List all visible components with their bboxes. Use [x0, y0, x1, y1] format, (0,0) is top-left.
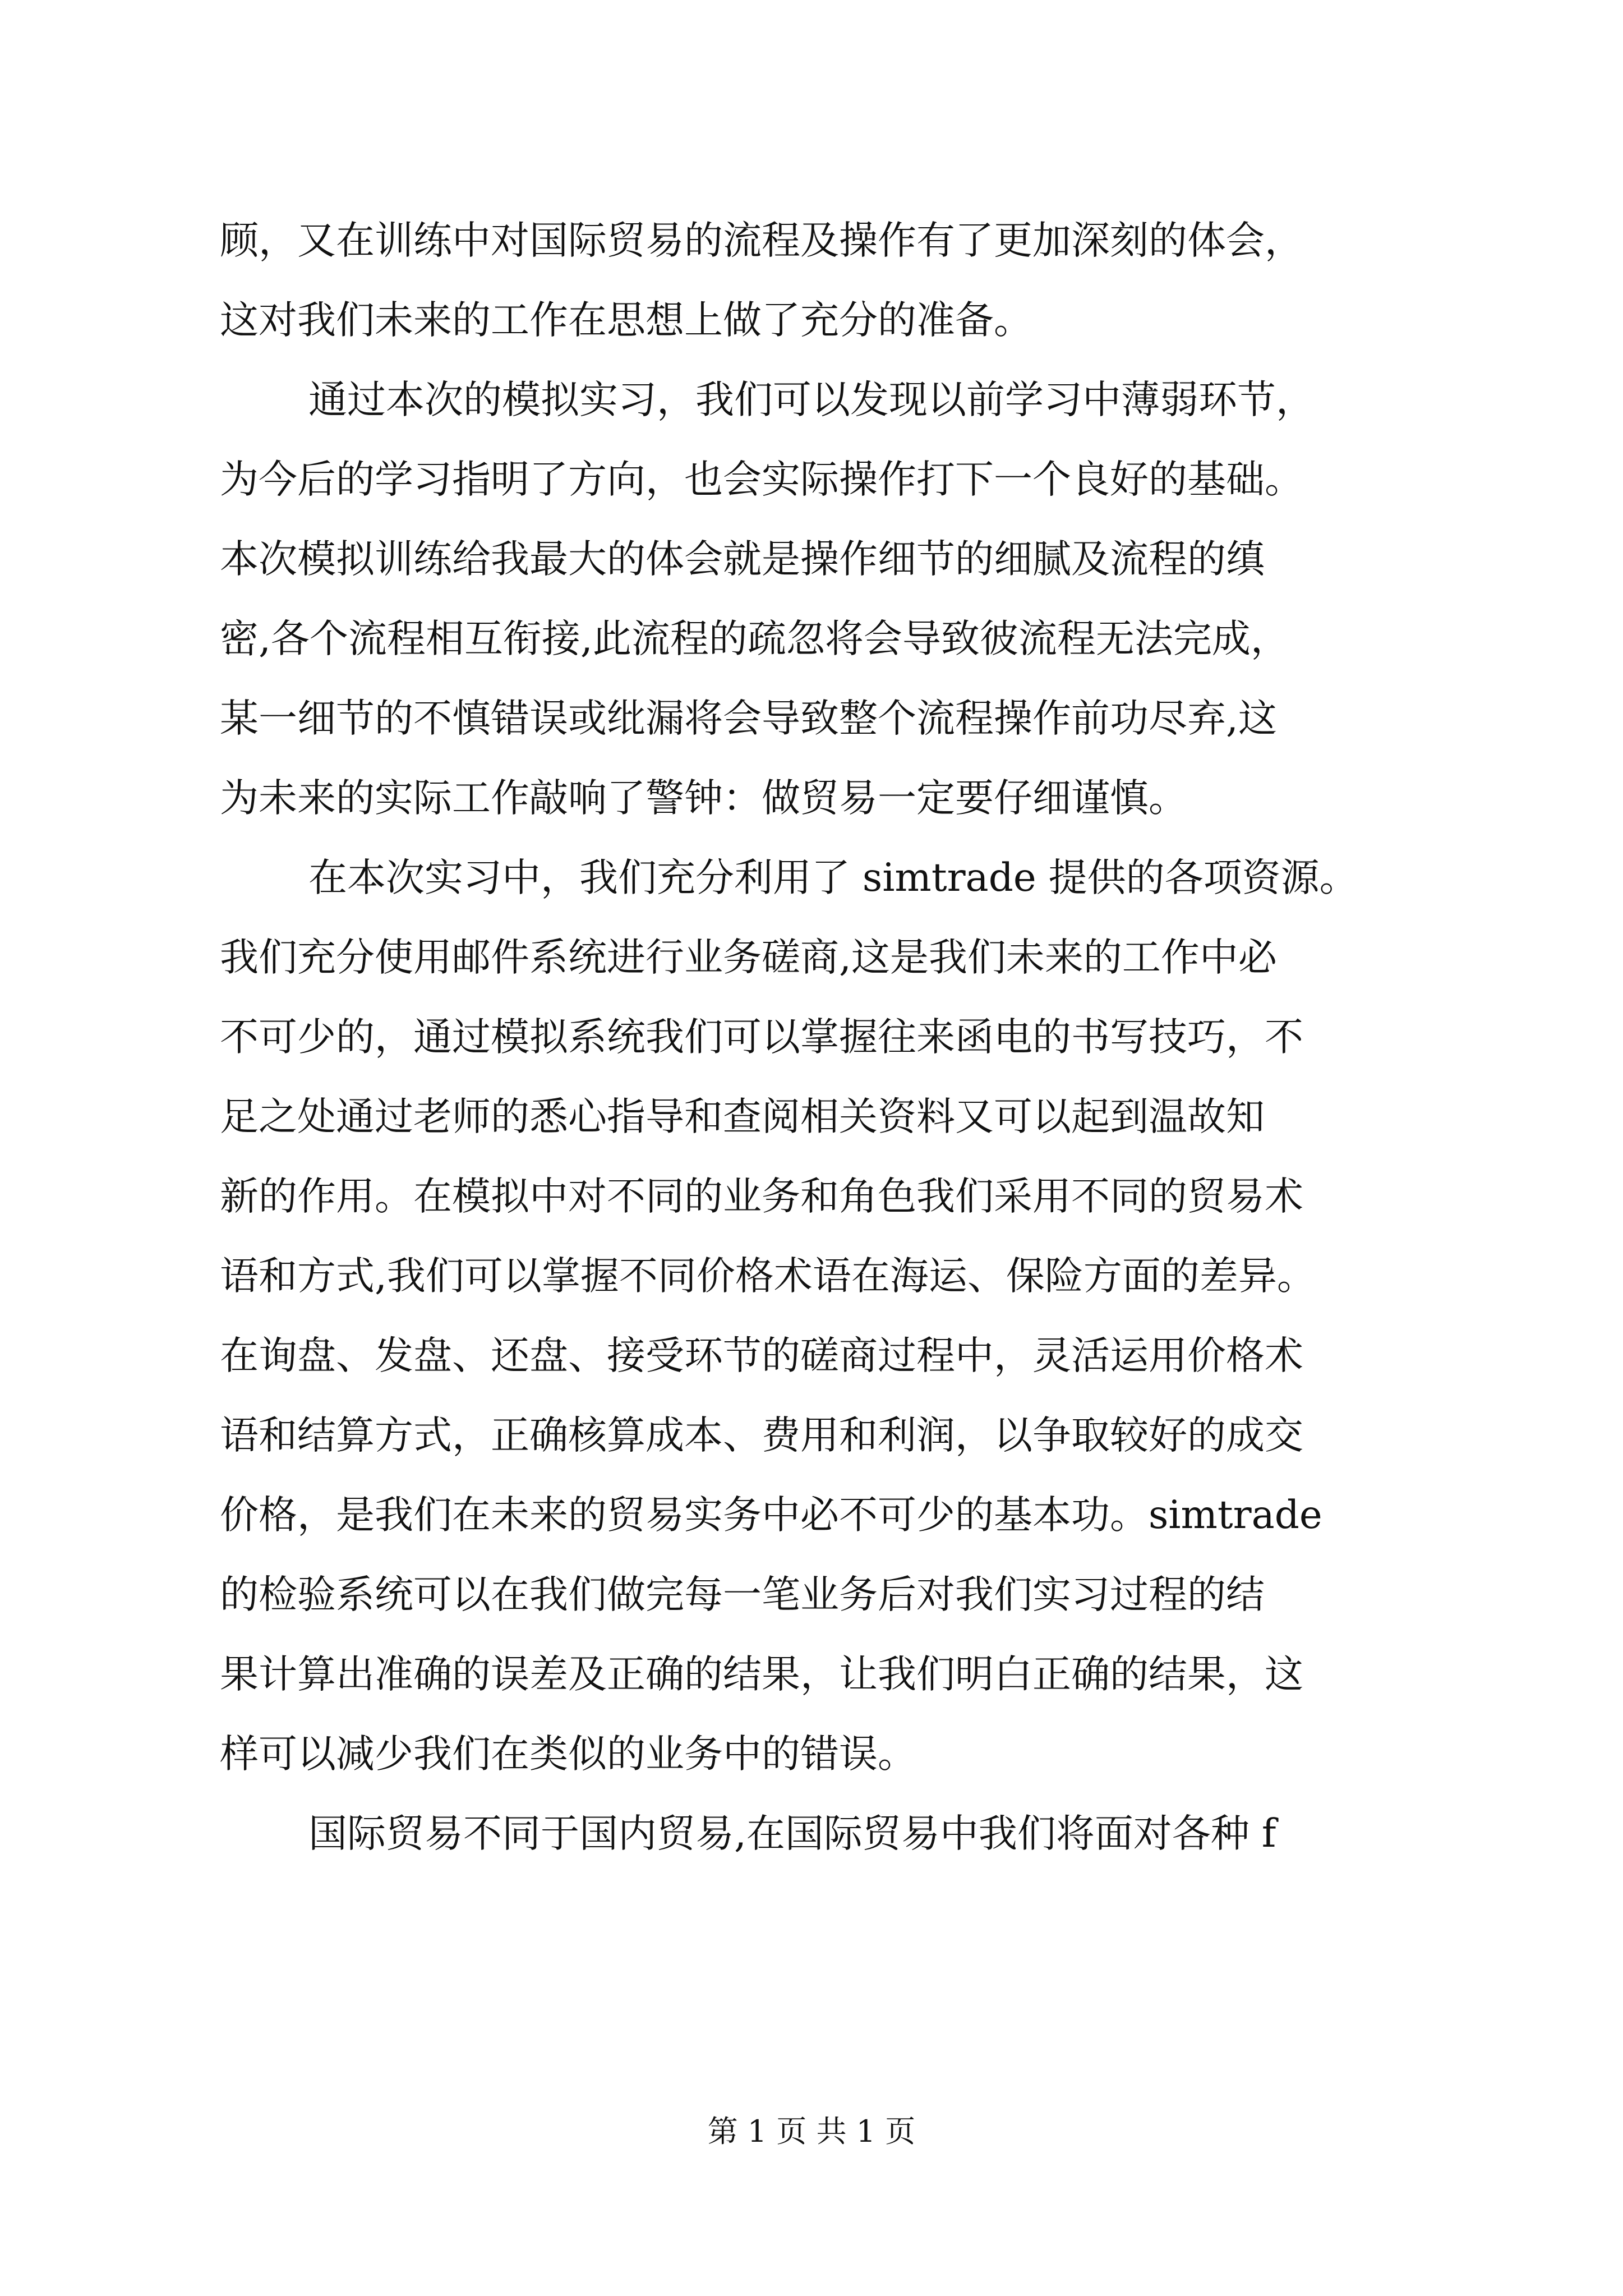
text-line: 新的作用。在模拟中对不同的业务和角色我们采用不同的贸易术 [220, 1174, 1303, 1219]
text-line: 这对我们未来的工作在思想上做了充分的准备。 [220, 298, 1032, 343]
text-line: 为今后的学习指明了方向，也会实际操作打下一个良好的基础。 [220, 457, 1303, 502]
text-line: 样可以减少我们在类似的业务中的错误。 [220, 1732, 916, 1777]
text-line: 的检验系统可以在我们做完每一笔业务后对我们实习过程的结 [220, 1572, 1265, 1617]
text-line: 价格，是我们在未来的贸易实务中必不可少的基本功。simtrade [220, 1493, 1322, 1538]
page-footer: 第 1 页 共 1 页 [707, 2114, 916, 2149]
text-line: 国际贸易不同于国内贸易,在国际贸易中我们将面对各种 f [308, 1811, 1276, 1856]
text-line: 在本次实习中，我们充分利用了 simtrade 提供的各项资源。 [308, 855, 1358, 900]
document-body [220, 201, 1426, 1874]
text-line: 在询盘、发盘、还盘、接受环节的磋商过程中，灵活运用价格术 [220, 1333, 1303, 1378]
text-line: 顾，又在训练中对国际贸易的流程及操作有了更加深刻的体会， [220, 218, 1303, 263]
text-line: 语和方式,我们可以掌握不同价格术语在海运、保险方面的差异。 [220, 1254, 1316, 1299]
text-line: 足之处通过老师的悉心指导和查阅相关资料又可以起到温故知 [220, 1094, 1265, 1139]
text-line: 语和结算方式，正确核算成本、费用和利润，以争取较好的成交 [220, 1413, 1303, 1458]
text-line: 某一细节的不慎错误或纰漏将会导致整个流程操作前功尽弃,这 [220, 696, 1277, 741]
text-line: 我们充分使用邮件系统进行业务磋商,这是我们未来的工作中必 [220, 935, 1277, 980]
text-line: 不可少的，通过模拟系统我们可以掌握往来函电的书写技巧，不 [220, 1015, 1303, 1060]
text-line: 密,各个流程相互衔接,此流程的疏忽将会导致彼流程无法完成， [220, 616, 1289, 661]
text-line: 果计算出准确的误差及正确的结果，让我们明白正确的结果，这 [220, 1652, 1303, 1697]
text-line: 本次模拟训练给我最大的体会就是操作细节的细腻及流程的缜 [220, 537, 1265, 582]
text-line: 通过本次的模拟实习，我们可以发现以前学习中薄弱环节， [308, 378, 1315, 422]
text-line: 为未来的实际工作敲响了警钟：做贸易一定要仔细谨慎。 [220, 776, 1187, 821]
